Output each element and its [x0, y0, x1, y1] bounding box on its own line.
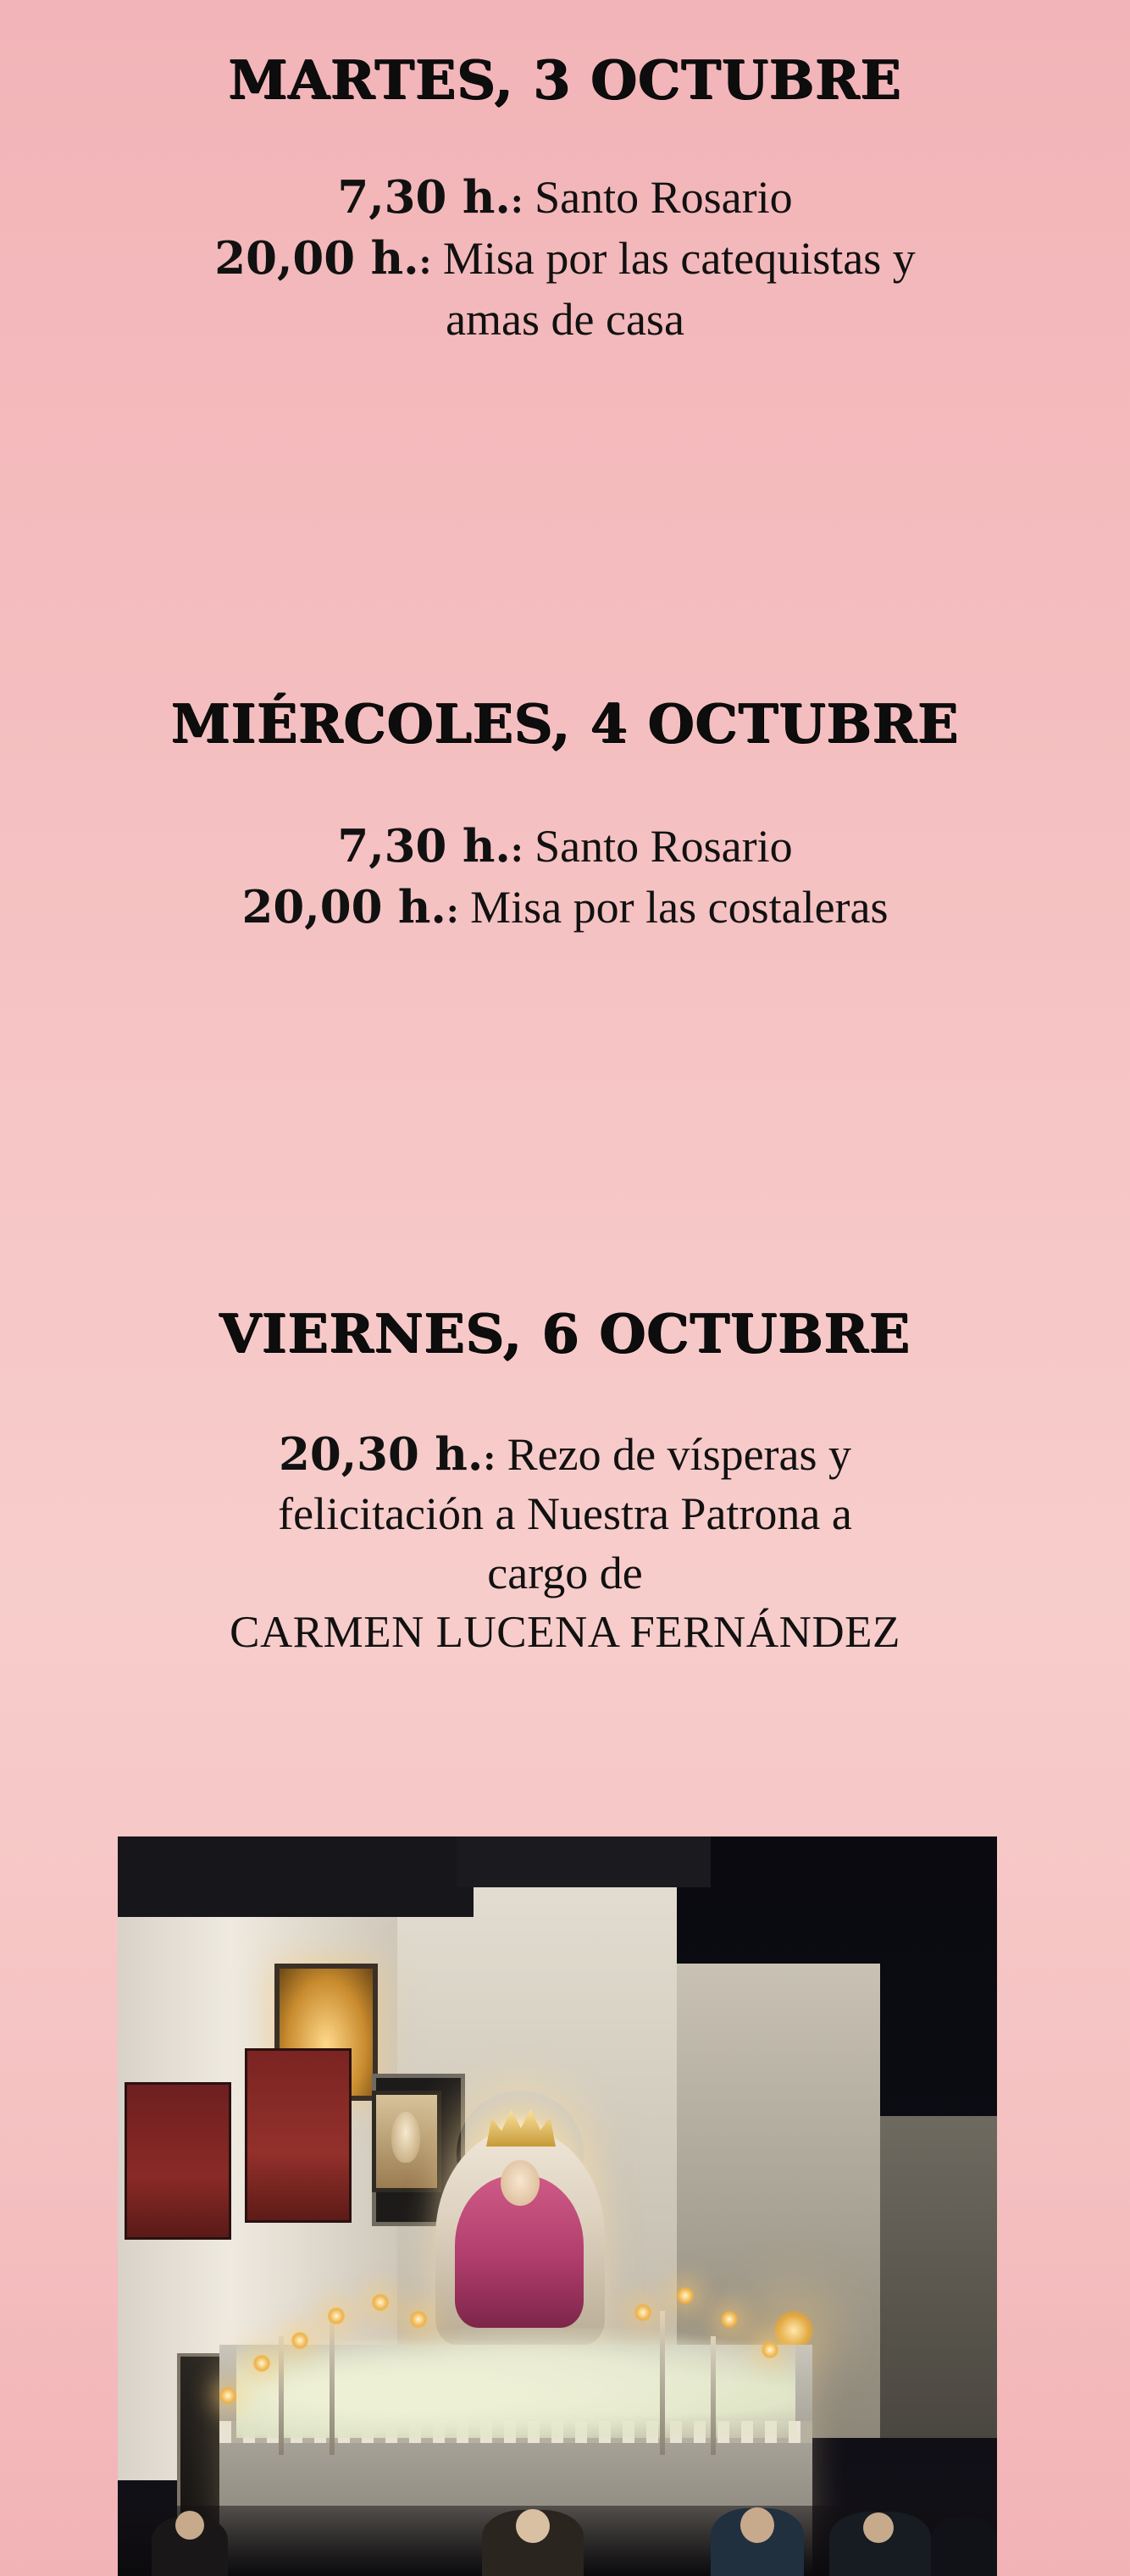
candle-flame — [253, 2355, 270, 2372]
far-building — [863, 2116, 997, 2438]
virgin-face — [501, 2160, 540, 2206]
entry-separator: : — [446, 891, 459, 932]
candle-flame — [634, 2304, 651, 2321]
entry-separator: : — [418, 242, 432, 283]
entry-viernes-3 — [0, 1546, 1130, 1602]
candle-flame — [219, 2387, 236, 2404]
entry-hour: 20,30 h. — [278, 1428, 484, 1482]
candle-flame — [762, 2341, 778, 2358]
spectator-head — [863, 2512, 894, 2543]
entry-separator: : — [510, 181, 523, 222]
entry-viernes-1 — [0, 1427, 1130, 1483]
crowd — [118, 2506, 997, 2576]
day-title-miercoles: MIÉRCOLES, 4 OCTUBRE — [170, 692, 960, 755]
day-title-martes: MARTES, 3 OCTUBRE — [228, 48, 902, 111]
entry-martes-1 — [0, 170, 1130, 226]
spectator-head — [740, 2507, 774, 2543]
candle-flame — [677, 2287, 694, 2304]
honoree-name: CARMEN LUCENA FERNÁNDEZ — [230, 1607, 900, 1657]
entry-separator: : — [510, 830, 523, 871]
roof-eave-right — [457, 1836, 711, 1887]
spectator — [931, 2517, 997, 2576]
entry-miercoles-1 — [0, 819, 1130, 875]
balcony-banner-image — [372, 2091, 441, 2192]
entry-hour: 20,00 h. — [214, 232, 419, 285]
day-block-martes — [0, 48, 1130, 353]
candlestick — [279, 2336, 284, 2455]
entry-text: Santo Rosario — [535, 172, 793, 224]
day-block-miercoles — [0, 692, 1130, 941]
balcony-drape-right — [245, 2048, 352, 2223]
day-block-viernes — [0, 1302, 1130, 1658]
entry-text: Misa por las catequistas y — [442, 233, 916, 285]
entry-text: felicitación a Nuestra Patrona a — [278, 1488, 852, 1540]
entry-martes-3 — [0, 292, 1130, 348]
balcony-drape-left — [125, 2082, 231, 2240]
candle-flame — [721, 2311, 738, 2328]
entry-hour: 20,00 h. — [241, 881, 446, 934]
entry-text: Rezo de vísperas y — [507, 1429, 852, 1481]
procession-photo — [118, 1836, 997, 2576]
entry-separator: : — [483, 1438, 496, 1479]
entry-text: Misa por las costaleras — [470, 882, 889, 933]
entry-martes-2 — [0, 231, 1130, 287]
day-title-viernes: VIERNES, 6 OCTUBRE — [219, 1302, 911, 1365]
candle-flame — [328, 2307, 345, 2324]
candlestick — [330, 2311, 335, 2455]
entry-text: Santo Rosario — [535, 821, 793, 873]
candlestick — [711, 2336, 716, 2455]
candlestick — [660, 2311, 665, 2455]
entry-text: cargo de — [487, 1548, 643, 1599]
spectator-head — [516, 2509, 550, 2543]
spectator-head — [175, 2511, 204, 2540]
candle-flame — [410, 2311, 427, 2328]
candle-flame — [291, 2332, 308, 2349]
entry-hour: 7,30 h. — [337, 171, 511, 224]
roof-eave-left — [118, 1836, 474, 1917]
entry-viernes-2 — [0, 1487, 1130, 1543]
candle-flame — [372, 2294, 389, 2311]
entry-hour: 7,30 h. — [337, 820, 511, 873]
entry-text: amas de casa — [446, 294, 684, 346]
entry-miercoles-2 — [0, 880, 1130, 936]
